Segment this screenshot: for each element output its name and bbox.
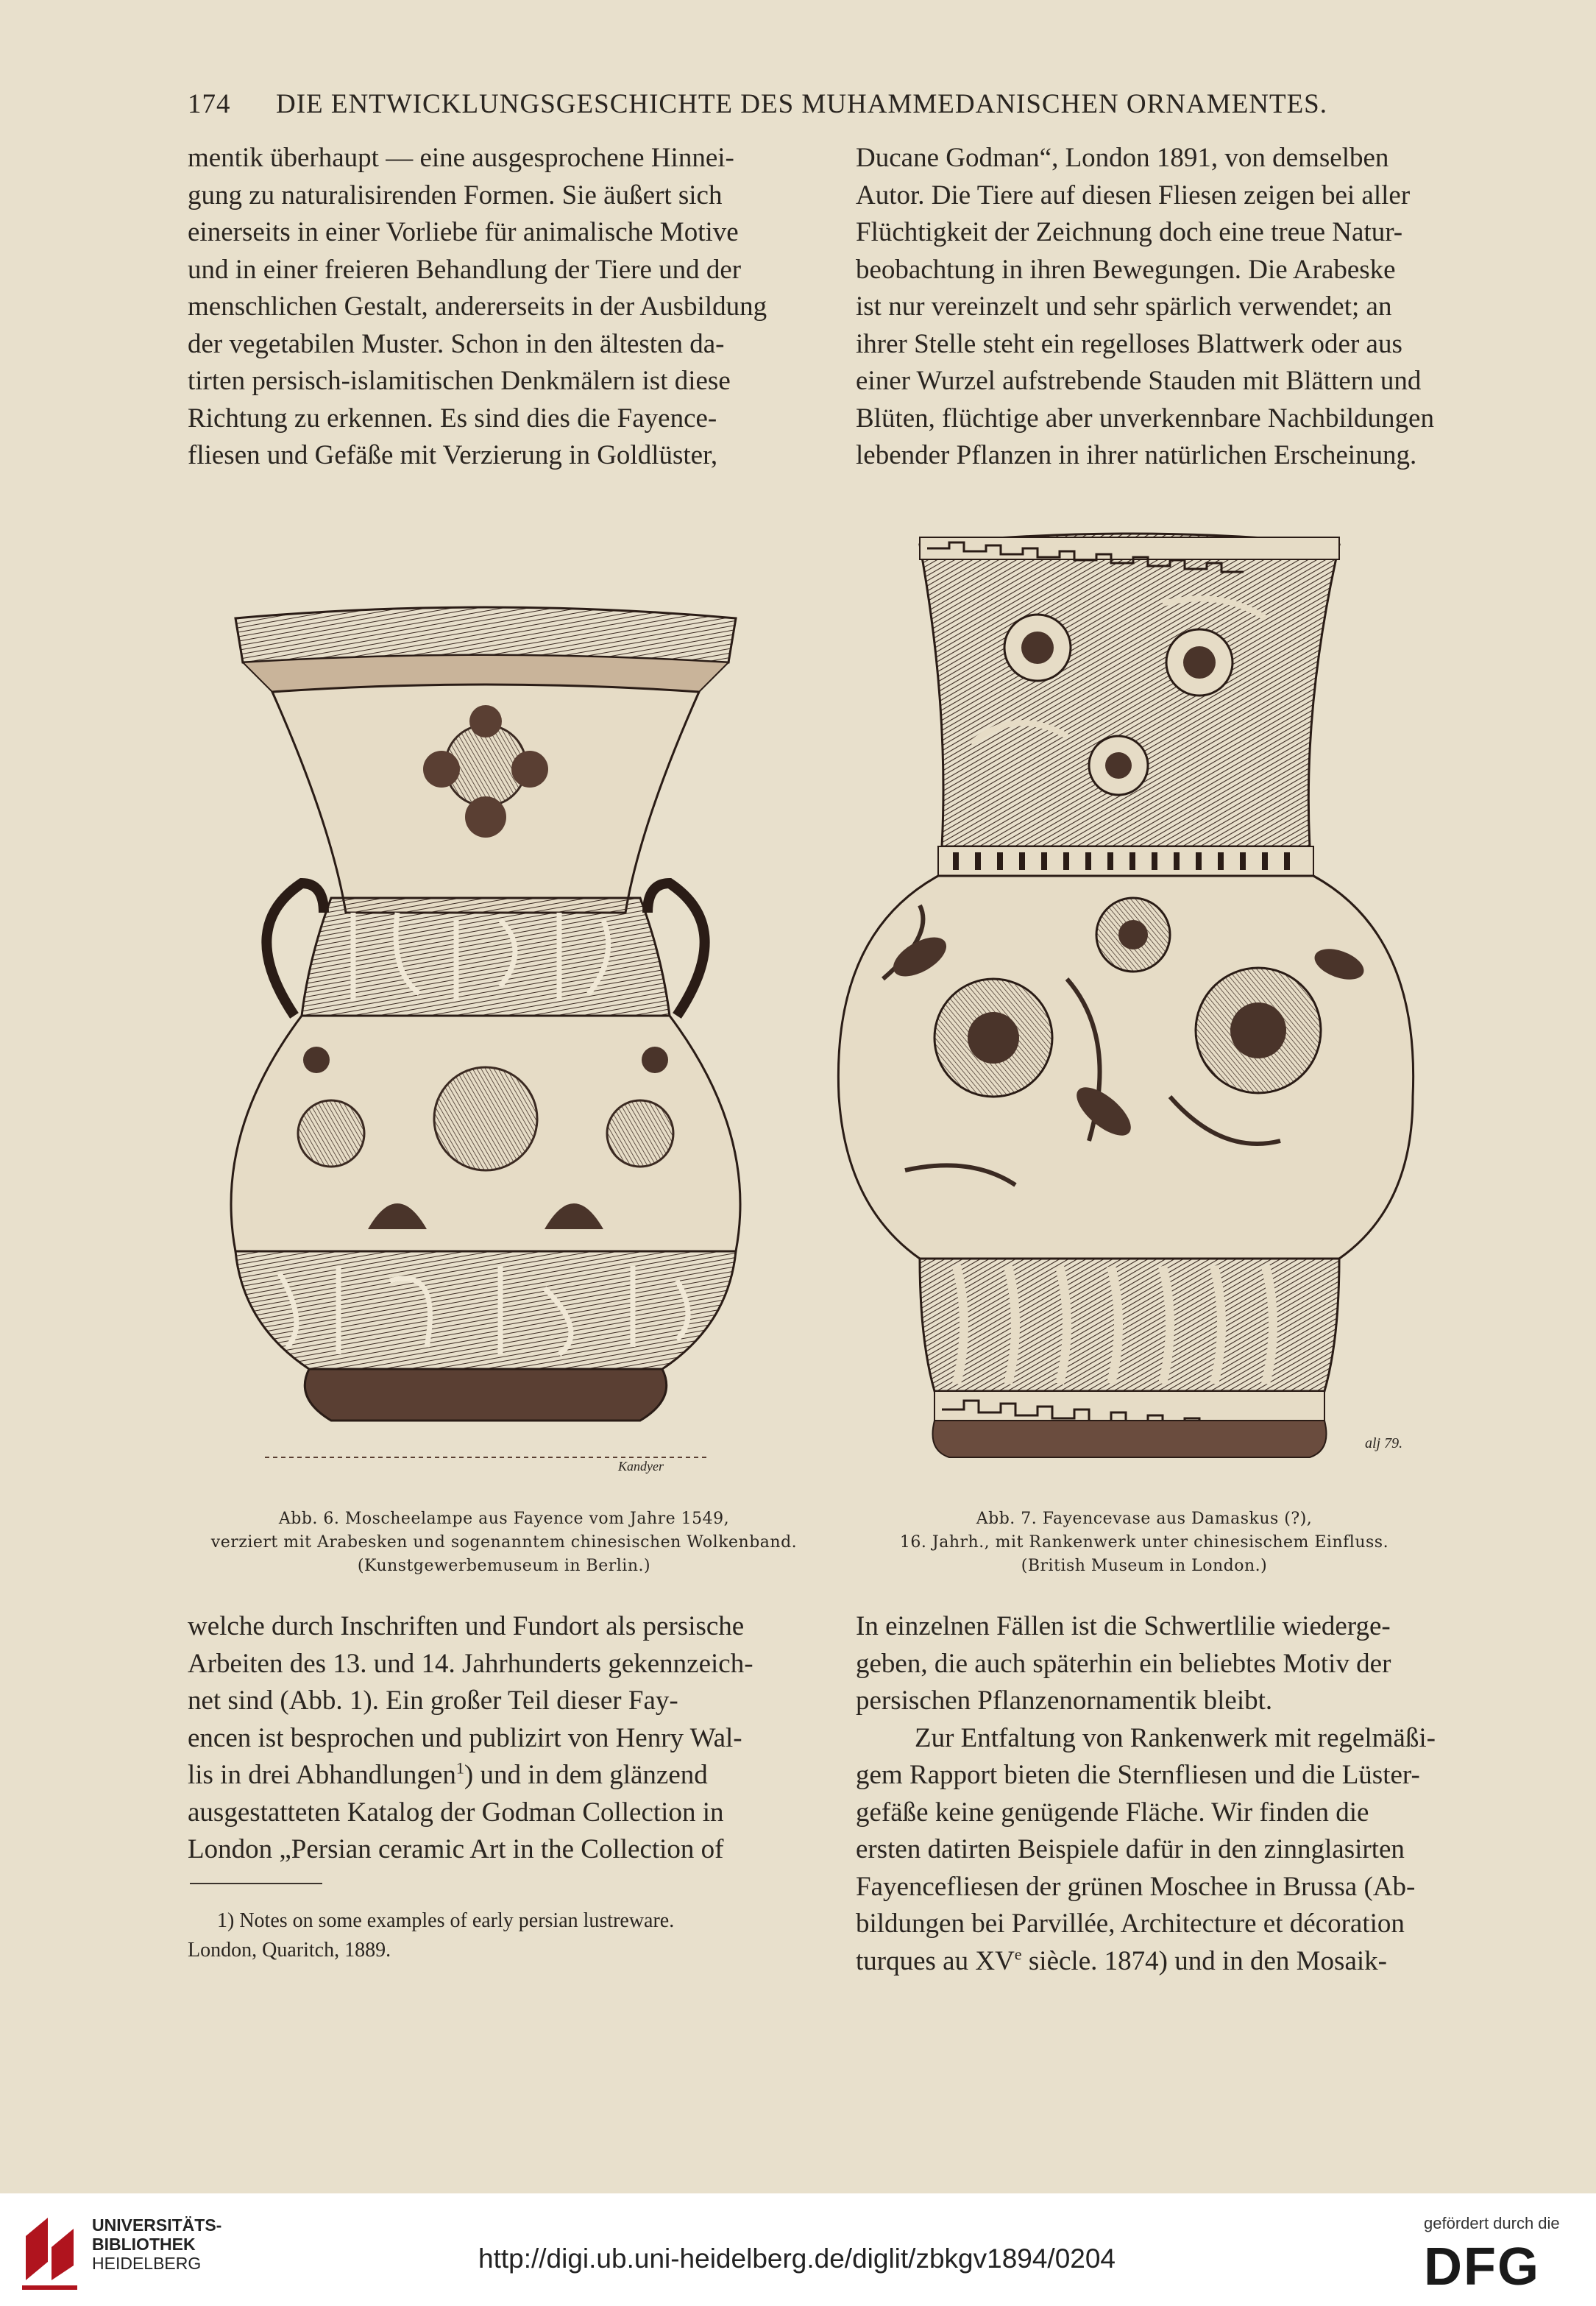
text-column-bottom-right xyxy=(856,1608,1489,1980)
text-column-top-right xyxy=(856,140,1489,475)
funder-label: gefördert durch die xyxy=(1424,2214,1560,2232)
text-line: ist nur vereinzelt und sehr spärlich verwendet; an xyxy=(856,291,1392,322)
text-line: der vegetabilen Muster. Schon in den ältesten da- xyxy=(188,328,725,359)
text-line: beobachtung in ihren Bewegungen. Die Arabeske xyxy=(856,254,1396,285)
text-line: ausgestatteten Katalog der Godman Collection in xyxy=(188,1797,724,1828)
text-line: bildungen bei Parvillée, Architecture et décoration xyxy=(856,1909,1405,1939)
text-line: lis in drei Abhandlungen$^1$) und in dem glänzend xyxy=(188,1758,708,1790)
text-line: London „Persian ceramic Art in the Collection of xyxy=(188,1834,724,1864)
text-line: Blüten, flüchtige aber unverkennbare Nachbildungen xyxy=(856,403,1434,434)
text-line: net sind (Abb. 1). Ein großer Teil dieser Fay- xyxy=(188,1686,678,1716)
text-line: Fayencefliesen der grünen Moschee in Brussa (Ab- xyxy=(856,1871,1416,1902)
page-number: 174 xyxy=(188,89,231,119)
text-line: persischen Pflanzenornamentik bleibt. xyxy=(856,1686,1273,1716)
caption-line: 16. Jahrh., mit Rankenwerk unter chinesischem Einfluss. xyxy=(899,1533,1389,1552)
source-url-link[interactable]: http://digi.ub.uni-heidelberg.de/diglit/zbkgv1894/0204 xyxy=(478,2243,1116,2274)
text-line: Zur Entfaltung von Rankenwerk mit regelmäßi- xyxy=(915,1722,1436,1753)
caption-line: verziert mit Arabesken und sogenanntem chinesischen Wolkenband. xyxy=(210,1533,798,1552)
text-line: und in einer freieren Behandlung der Tiere und der xyxy=(188,254,742,285)
footnote-rule xyxy=(190,1883,322,1884)
text-line: einer Wurzel aufstrebende Stauden mit Blättern und xyxy=(856,366,1422,396)
text-line: ersten datirten Beispiele dafür in den zinnglasirten xyxy=(856,1834,1405,1864)
running-title: DIE ENTWICKLUNGSGESCHICHTE DES MUHAMMEDANISCHEN ORNAMENTES. xyxy=(276,89,1327,119)
text-line: menschlichen Gestalt, andererseits in der Ausbildung xyxy=(188,291,767,322)
text-column-bottom-left xyxy=(188,1608,820,1869)
caption-line: Abb. 6. Moscheelampe aus Fayence vom Jahre 1549, xyxy=(278,1510,730,1528)
text-line: fliesen und Gefäße mit Verzierung in Goldlüster, xyxy=(188,440,718,470)
text-line: gung zu naturalisirenden Formen. Sie äußert sich xyxy=(188,180,723,211)
footnote-line: 1) Notes on some examples of early persian lustreware. xyxy=(217,1909,675,1932)
footnote-marker[interactable]: 1 xyxy=(455,1758,464,1778)
text-line: einerseits in einer Vorliebe für animalische Motive xyxy=(188,217,739,247)
text-line: Autor. Die Tiere auf diesen Fliesen zeigen bei aller xyxy=(856,180,1411,211)
engraver-signature: Kandyer xyxy=(618,1459,664,1474)
figure-mosque-lamp xyxy=(221,604,751,1487)
text-line: gefäße keine genügende Fläche. Wir finden die xyxy=(856,1797,1369,1828)
text-line: gem Rapport bieten die Sternfliesen und die Lüster- xyxy=(856,1760,1420,1790)
mosque-lamp-illustration xyxy=(221,604,751,1487)
footnote-line: London, Quaritch, 1889. xyxy=(188,1939,391,1962)
text-line: geben, die auch späterhin ein beliebtes Motiv der xyxy=(856,1648,1391,1679)
caption-line: (Kunstgewerbemuseum in Berlin.) xyxy=(357,1557,651,1575)
text-line: turques au XVe siècle. 1874) und in den Mosaik- xyxy=(856,1945,1387,1976)
text-line: ihrer Stelle steht ein regelloses Blattwerk oder aus xyxy=(856,328,1402,359)
text-line: lebender Pflanzen in ihrer natürlichen Erscheinung. xyxy=(856,440,1417,470)
library-name: UNIVERSITÄTS- BIBLIOTHEK HEIDELBERG xyxy=(92,2215,222,2273)
figure-7-caption xyxy=(839,1507,1450,1578)
text-line: In einzelnen Fällen ist die Schwertlilie wiederge- xyxy=(856,1611,1391,1641)
dfg-logo: DFG xyxy=(1424,2238,1540,2296)
text-line: Richtung zu erkennen. Es sind dies die Fayence- xyxy=(188,403,717,434)
running-header xyxy=(188,88,1394,120)
text-column-top-left xyxy=(188,140,820,475)
university-library-logo-icon xyxy=(15,2207,85,2295)
text-line: Ducane Godman“, London 1891, von demselben xyxy=(856,143,1389,173)
text-line: mentik überhaupt — eine ausgesprochene Hinnei- xyxy=(188,143,734,173)
figure-6-caption xyxy=(184,1507,824,1578)
caption-line: Abb. 7. Fayencevase aus Damaskus (?), xyxy=(976,1510,1313,1528)
figure-damascus-vase xyxy=(824,523,1427,1472)
footnote xyxy=(188,1906,820,1965)
text-line: Arbeiten des 13. und 14. Jahrhunderts gekennzeich- xyxy=(188,1648,753,1679)
engraver-signature: alj 79. xyxy=(1365,1435,1403,1451)
caption-line: (British Museum in London.) xyxy=(1021,1557,1268,1575)
damascus-vase-illustration xyxy=(824,523,1427,1472)
text-line: tirten persisch-islamitischen Denkmälern ist diese xyxy=(188,366,731,396)
text-line: welche durch Inschriften und Fundort als persische xyxy=(188,1611,745,1641)
text-line: Flüchtigkeit der Zeichnung doch eine treue Natur- xyxy=(856,217,1403,247)
text-line: encen ist besprochen und publizirt von Henry Wal- xyxy=(188,1722,742,1753)
